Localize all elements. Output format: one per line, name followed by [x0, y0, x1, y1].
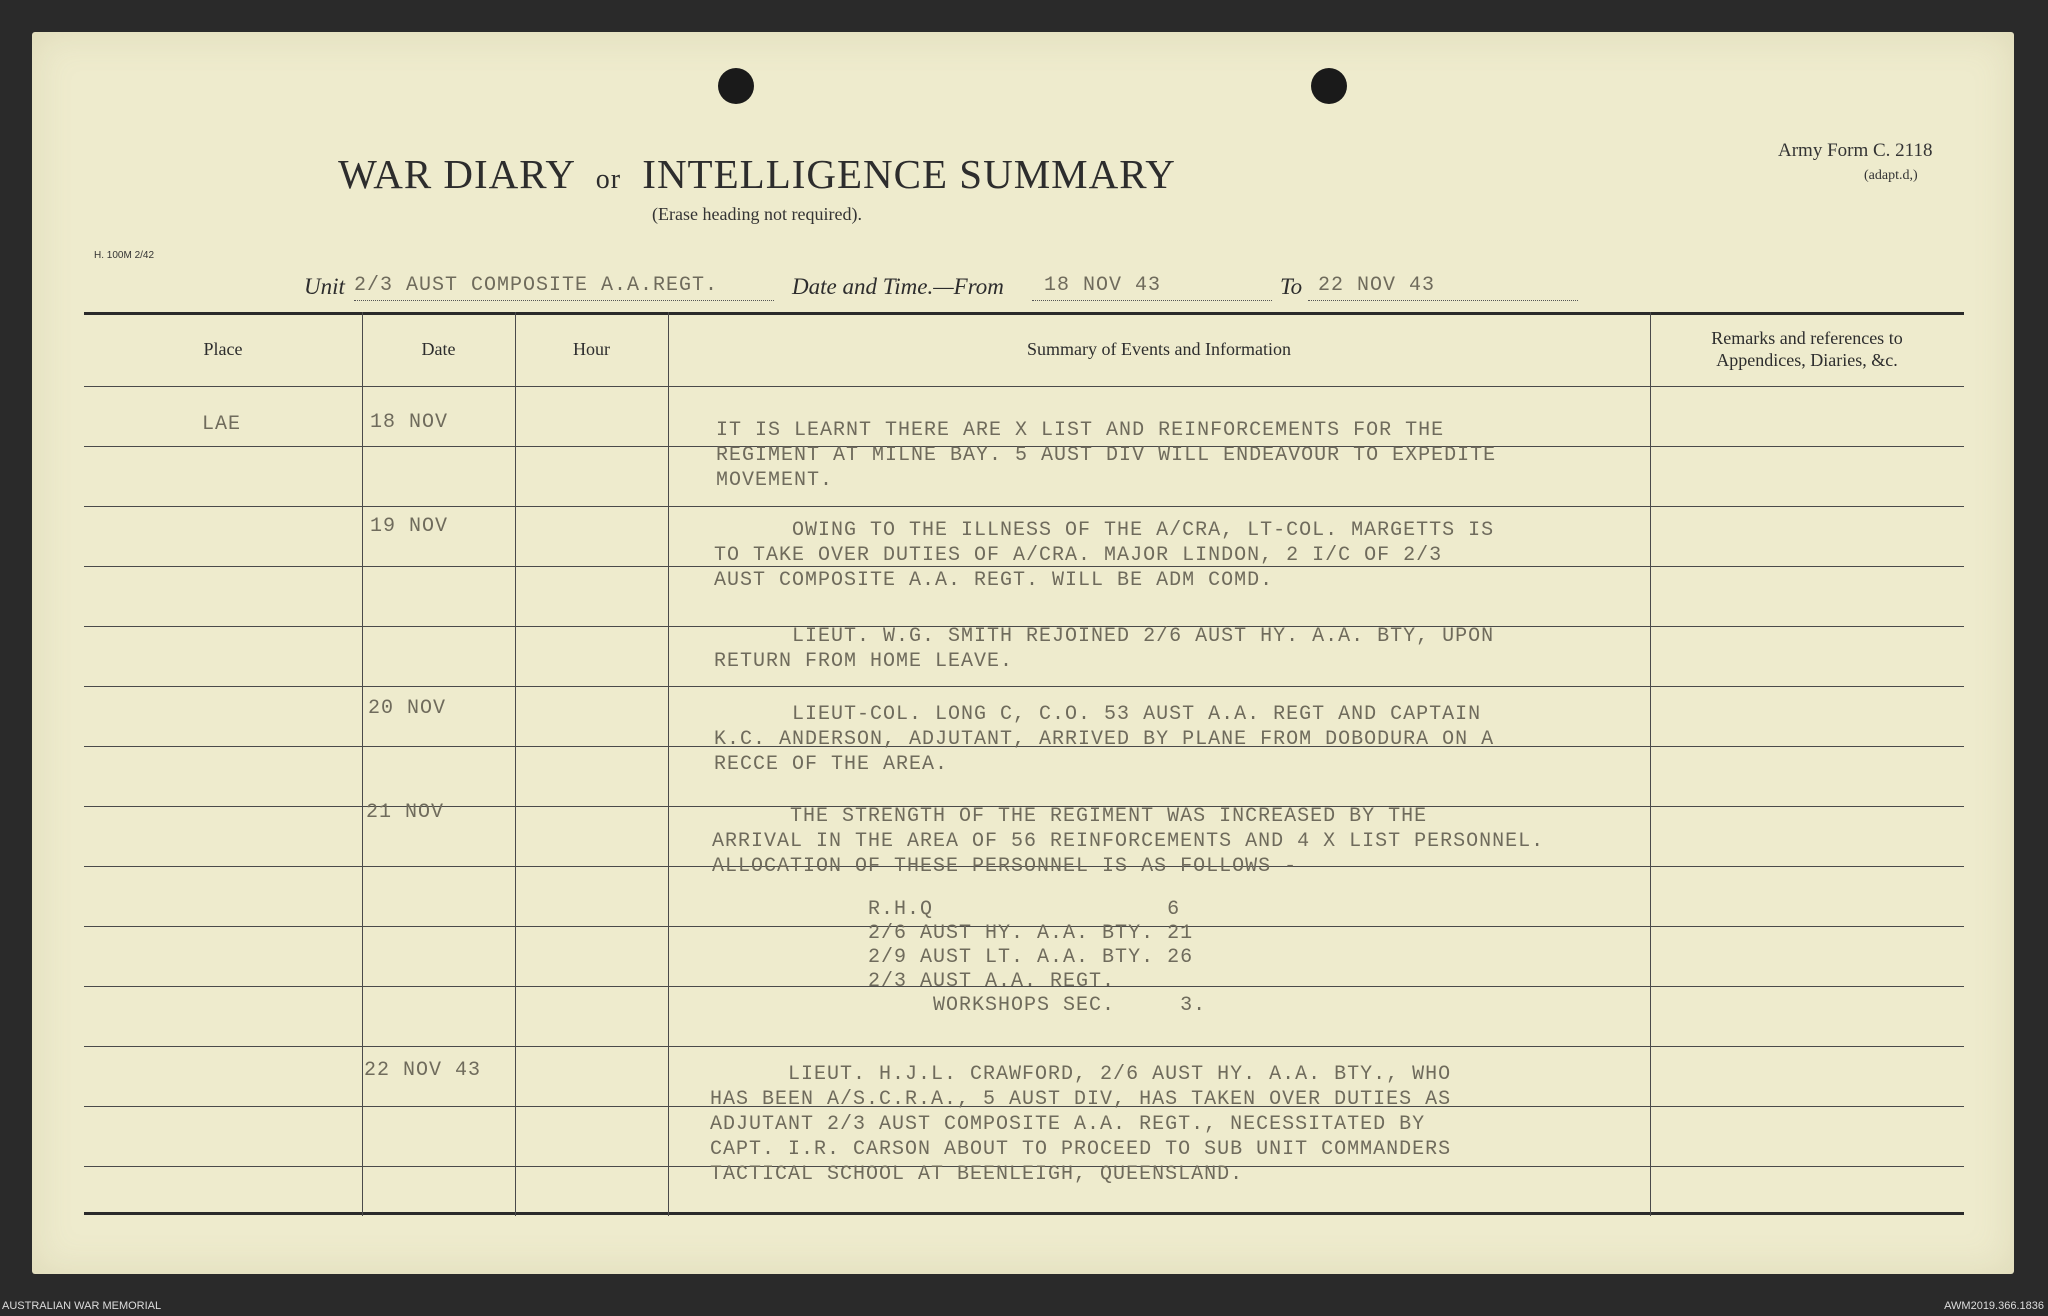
date-21-nov: 21 NOV	[366, 801, 445, 824]
army-form-number: Army Form C. 2118	[1778, 140, 1933, 161]
diary-sheet	[32, 32, 2014, 1274]
table-bottom-rule	[84, 1212, 1964, 1215]
punch-hole	[718, 68, 754, 104]
form-title	[32, 150, 1482, 198]
header-summary: Summary of Events and Information	[1027, 339, 1291, 359]
title-or: or	[595, 164, 622, 195]
army-form-adapted: (adapt.d,)	[1864, 168, 1918, 183]
entry-22-nov: LIEUT. H.J.L. CRAWFORD, 2/6 AUST HY. A.A. BTY., WHO HAS BEEN A/S.C.R.A., 5 AUST DIV, HAS TAKEN OVER DUTIES AS ADJUTANT 2/3 AUST COMPOSITE A.A. REGT., NECESSITATED BY CAPT. I.R. CARSON ABOUT TO PROCEED TO SUB UNIT COMMANDERS TACTICAL SCHOOL AT BEENLEIGH, QUEENSLAND.	[710, 1063, 1452, 1186]
date-22-nov-43: 22 NOV 43	[364, 1059, 482, 1082]
row-rule	[84, 686, 1964, 687]
to-dotted-line	[1308, 300, 1578, 301]
row-rule	[84, 506, 1964, 507]
entry-19-nov-cra: OWING TO THE ILLNESS OF THE A/CRA, LT-COL. MARGETTS IS TO TAKE OVER DUTIES OF A/CRA. MAJOR LINDON, 2 I/C OF 2/3 AUST COMPOSITE A.A. REGT. WILL BE ADM COMD.	[714, 519, 1495, 592]
unit-value: 2/3 AUST COMPOSITE A.A.REGT.	[354, 274, 719, 297]
header-rule	[84, 386, 1964, 387]
row-rule	[84, 1046, 1964, 1047]
form-subtitle: (Erase heading not required).	[652, 204, 862, 224]
title-intelligence-summary: INTELLIGENCE SUMMARY	[642, 151, 1176, 197]
header-hour: Hour	[573, 339, 610, 359]
date-20-nov: 20 NOV	[368, 697, 447, 720]
column-divider	[668, 312, 669, 1216]
header-date: Date	[421, 339, 456, 359]
print-code: H. 100M 2/42	[94, 250, 155, 261]
entry-18-nov: IT IS LEARNT THERE ARE X LIST AND REINFORCEMENTS FOR THE REGIMENT AT MILNE BAY. 5 AUST DIV WILL ENDEAVOUR TO EXPEDITE MOVEMENT.	[716, 419, 1497, 492]
from-value: 18 NOV 43	[1044, 274, 1162, 297]
column-divider	[1650, 312, 1651, 1216]
column-divider	[515, 312, 516, 1216]
from-dotted-line	[1032, 300, 1272, 301]
unit-dotted-line	[354, 300, 774, 301]
punch-hole	[1311, 68, 1347, 104]
date-time-label: Date and Time.—From	[792, 274, 1004, 299]
header-place: Place	[203, 339, 243, 359]
footer-institution: AUSTRALIAN WAR MEMORIAL	[2, 1300, 162, 1312]
to-value: 22 NOV 43	[1318, 274, 1436, 297]
date-18-nov: 18 NOV	[370, 411, 449, 434]
title-war-diary: WAR DIARY	[338, 151, 575, 197]
place-lae: LAE	[202, 413, 242, 436]
unit-line	[32, 270, 2014, 304]
entry-19-nov-smith: LIEUT. W.G. SMITH REJOINED 2/6 AUST HY. A.A. BTY, UPON RETURN FROM HOME LEAVE.	[714, 625, 1495, 673]
entry-20-nov: LIEUT-COL. LONG C, C.O. 53 AUST A.A. REGT AND CAPTAIN K.C. ANDERSON, ADJUTANT, ARRIVED BY PLANE FROM DOBODURA ON A RECCE OF THE AREA.	[714, 703, 1495, 776]
diary-table	[84, 312, 1964, 1216]
allocation-list: R.H.Q 6 2/6 AUST HY. A.A. BTY. 21 2/9 AUST LT. A.A. BTY. 26 2/3 AUST A.A. REGT. WORKSHOPS SEC. 3.	[868, 898, 1207, 1017]
footer-accession-number: AWM2019.366.1836	[1944, 1300, 2044, 1312]
date-19-nov: 19 NOV	[370, 515, 449, 538]
column-divider	[362, 312, 363, 1216]
unit-label: Unit	[304, 274, 345, 299]
header-remarks: Remarks and references to Appendices, Diaries, &c.	[1711, 328, 1903, 370]
to-label: To	[1280, 274, 1303, 299]
entry-21-nov: THE STRENGTH OF THE REGIMENT WAS INCREASED BY THE ARRIVAL IN THE AREA OF 56 REINFORCEMENTS AND 4 X LIST PERSONNEL. ALLOCATION OF THESE PERSONNEL IS AS FOLLOWS -	[712, 805, 1545, 878]
